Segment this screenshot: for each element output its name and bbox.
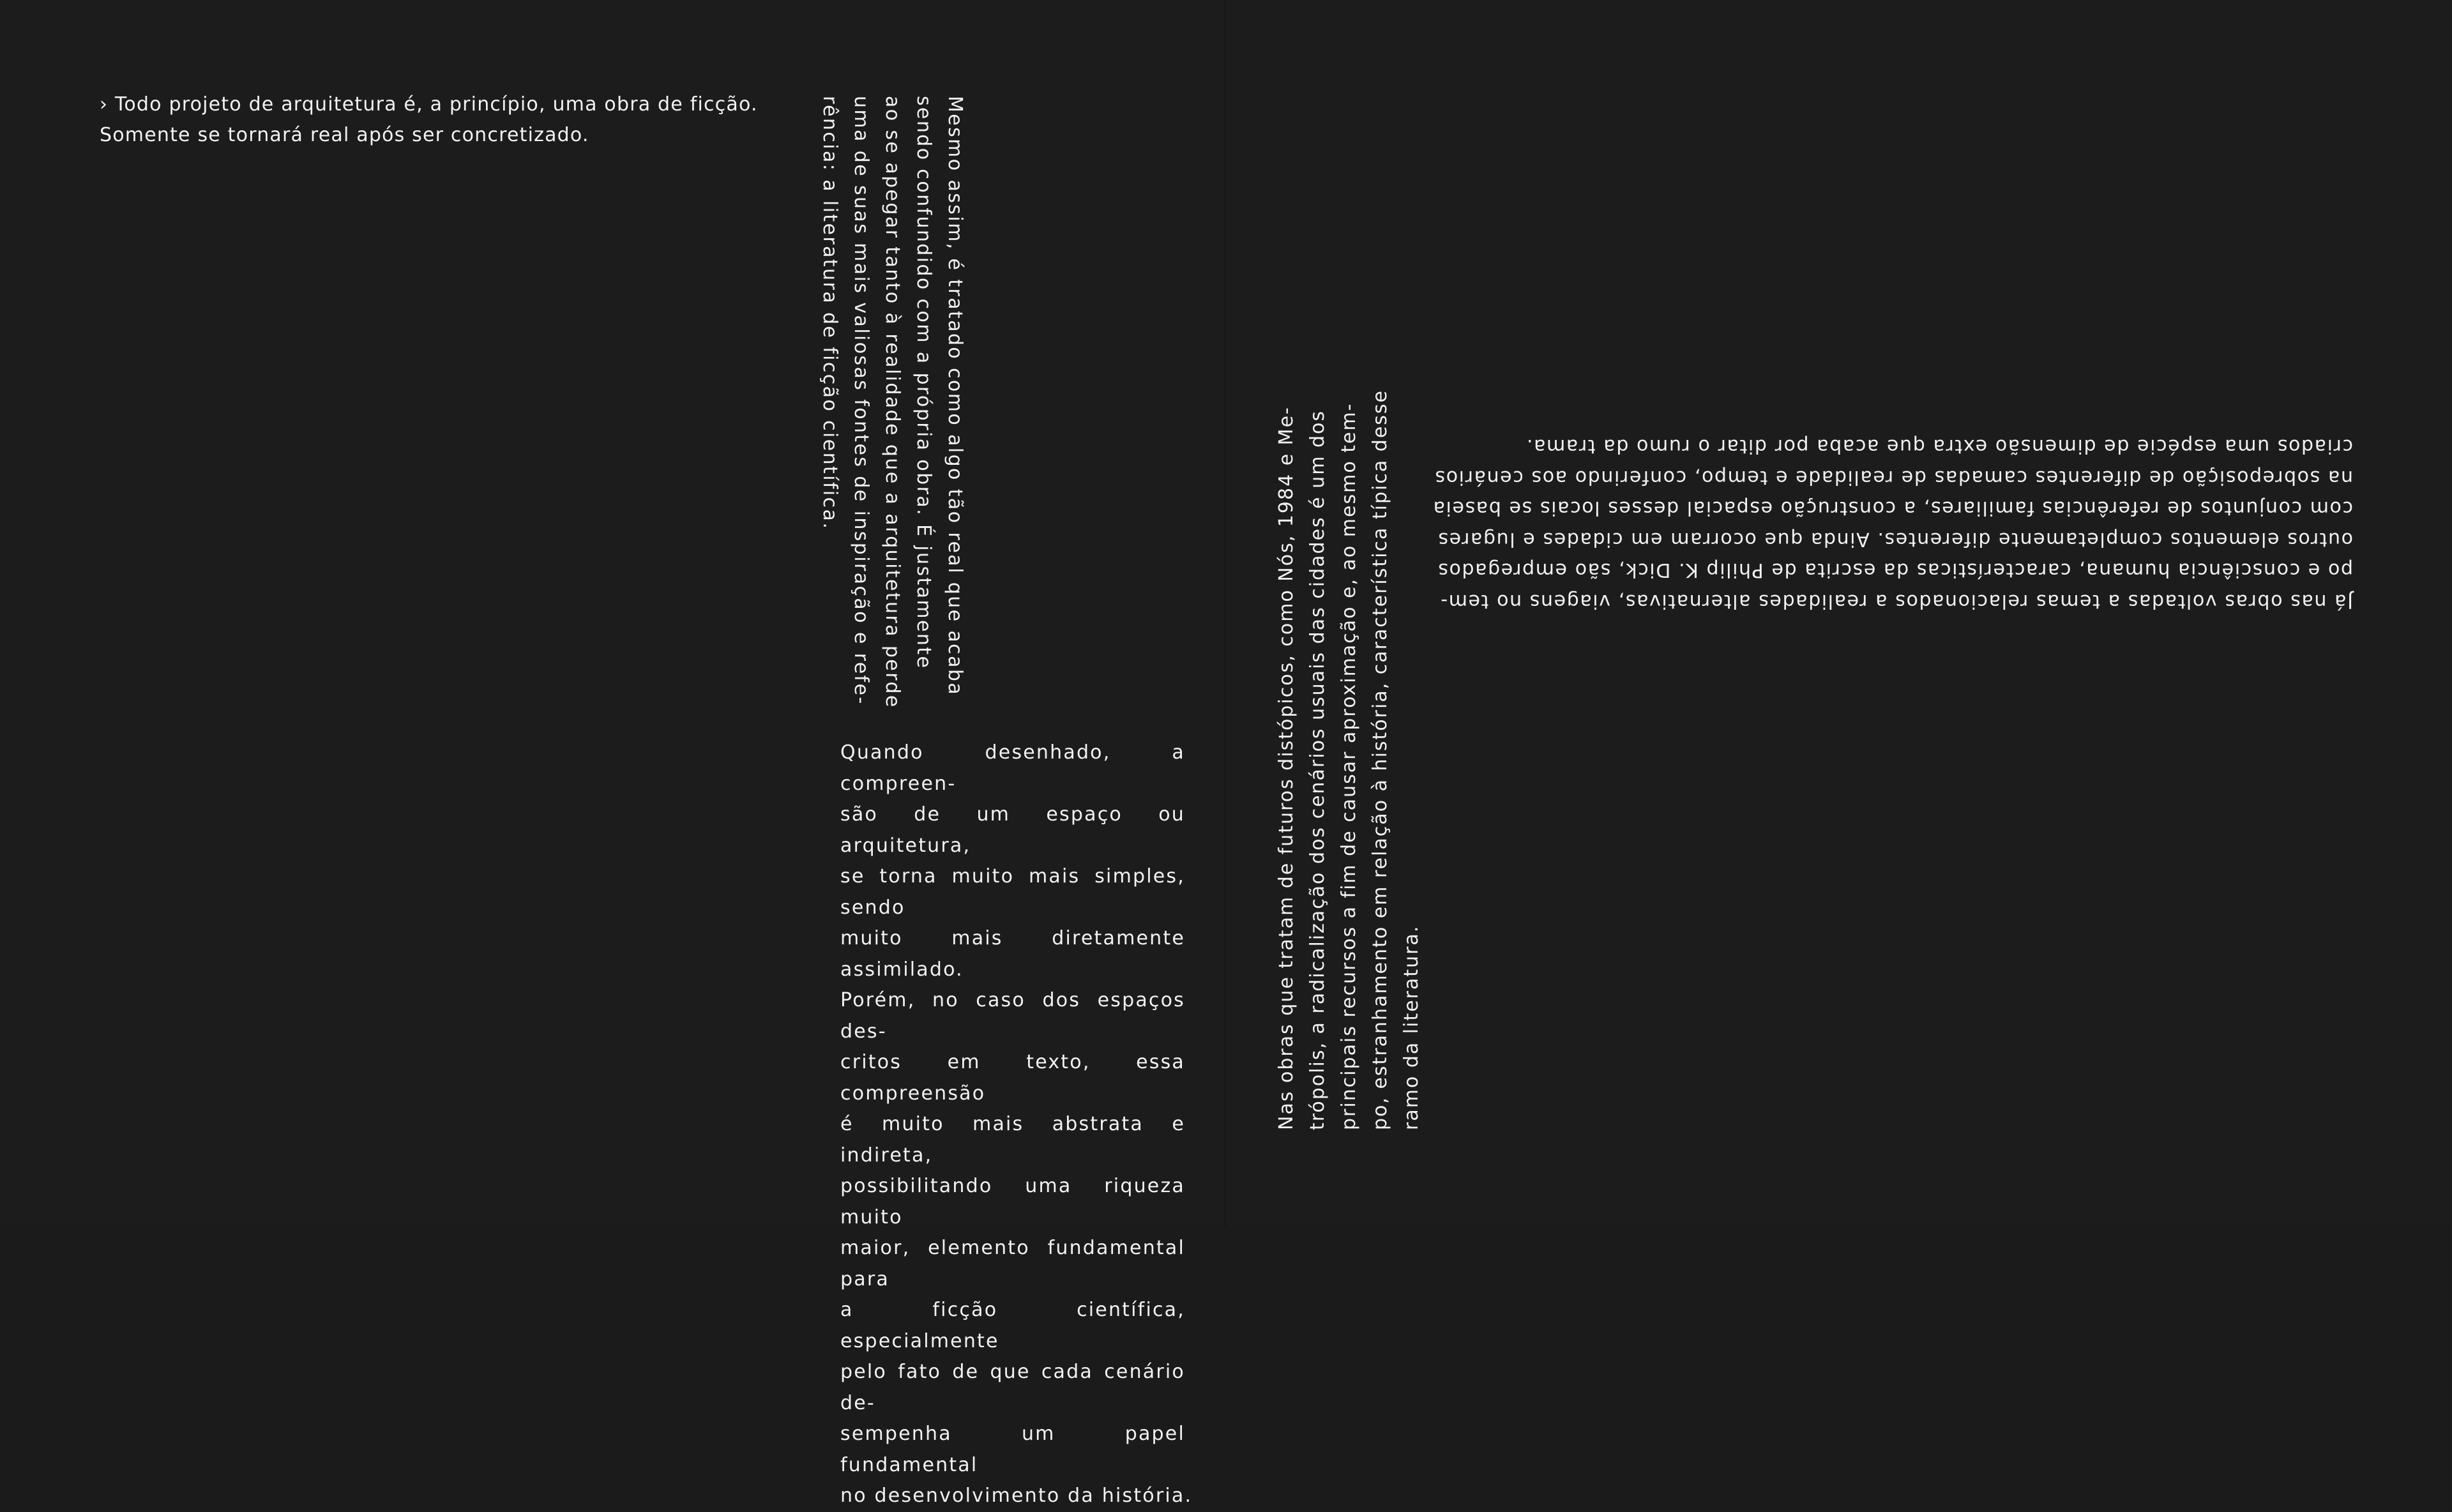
paragraph-line: muito mais diretamente assimilado.	[840, 927, 1185, 981]
paragraph-line: maior, elemento fundamental para	[840, 1237, 1185, 1290]
paragraph-line: Quando desenhado, a compreen-	[840, 741, 1185, 795]
paragraph-line: po, estranhamento em relação à história, característica típica desse	[1369, 389, 1391, 1130]
paragraph-line: Porém, no caso dos espaços des-	[840, 989, 1185, 1043]
paragraph-line: ao se apegar tanto à realidade que a arquitetura perde	[881, 96, 904, 709]
bottom-paragraph	[840, 737, 1193, 1512]
paragraph-line: na sobreposição de diferentes camadas de realidade e tempo, conferindo aos cenários	[1434, 466, 2353, 488]
paragraph-line: Mesmo assim, é tratado como algo tão real que acaba	[944, 96, 966, 697]
paragraph-line: é muito mais abstrata e indireta,	[840, 1113, 1185, 1167]
paragraph-line: sendo confundido com a própria obra. É justamente	[912, 96, 935, 670]
intro-quote	[100, 89, 758, 151]
vertical-paragraph-right	[1271, 389, 1437, 1130]
paragraph-line: pelo fato de que cada cenário de-	[840, 1361, 1185, 1414]
paragraph-line: ramo da literatura.	[1400, 925, 1423, 1130]
paragraph-line: outros elementos completamente diferentes. Ainda que ocorram em cidades e lugares	[1437, 528, 2353, 550]
paragraph-line: criados uma espécie de dimensão extra que acaba por ditar o rumo da trama.	[1525, 435, 2353, 458]
paragraph-line: se torna muito mais simples, sendo	[840, 865, 1185, 919]
paragraph-line: trópolis, a radicalização dos cenários usuais das cidades é um dos	[1306, 410, 1329, 1130]
quote-line: › Todo projeto de arquitetura é, a princípio, uma obra de ficção.	[100, 93, 758, 116]
paragraph-line: Já nas obras voltadas a temas relacionados a realidades alternativas, viagens no tem-	[1439, 590, 2353, 612]
vertical-paragraph-left	[805, 96, 971, 709]
paragraph-line: uma de suas mais valiosas fontes de inspiração e refe-	[850, 96, 872, 706]
paragraph-line: rência: a literatura de ficção científica.	[819, 96, 841, 531]
paragraph-line: principais recursos a fim de causar aproximação e, ao mesmo tem-	[1338, 402, 1360, 1130]
paragraph-line: a ficção científica, especialmente	[840, 1299, 1185, 1352]
paragraph-line: critos em texto, essa compreensão	[840, 1051, 1185, 1105]
inverted-paragraph	[1432, 425, 2353, 616]
paragraph-line: po e consciência humana, características da escrita de Philip K. Dick, são empregados	[1437, 559, 2353, 582]
paragraph-line: possibilitando uma riqueza muito	[840, 1175, 1185, 1228]
paragraph-line: com conjuntos de referências familiares, a construção espacial desses locais se baseia	[1432, 497, 2353, 520]
paragraph-line: sempenha um papel fundamental	[840, 1423, 1185, 1476]
paragraph-line: são de um espaço ou arquitetura,	[840, 803, 1185, 857]
paragraph-line: Nas obras que tratam de futuros distópicos, como Nós, 1984 e Me-	[1275, 406, 1298, 1130]
paragraph-line: no desenvolvimento da história.	[840, 1485, 1193, 1507]
quote-line: Somente se tornará real após ser concretizado.	[100, 124, 589, 146]
left-page	[0, 0, 1226, 1507]
